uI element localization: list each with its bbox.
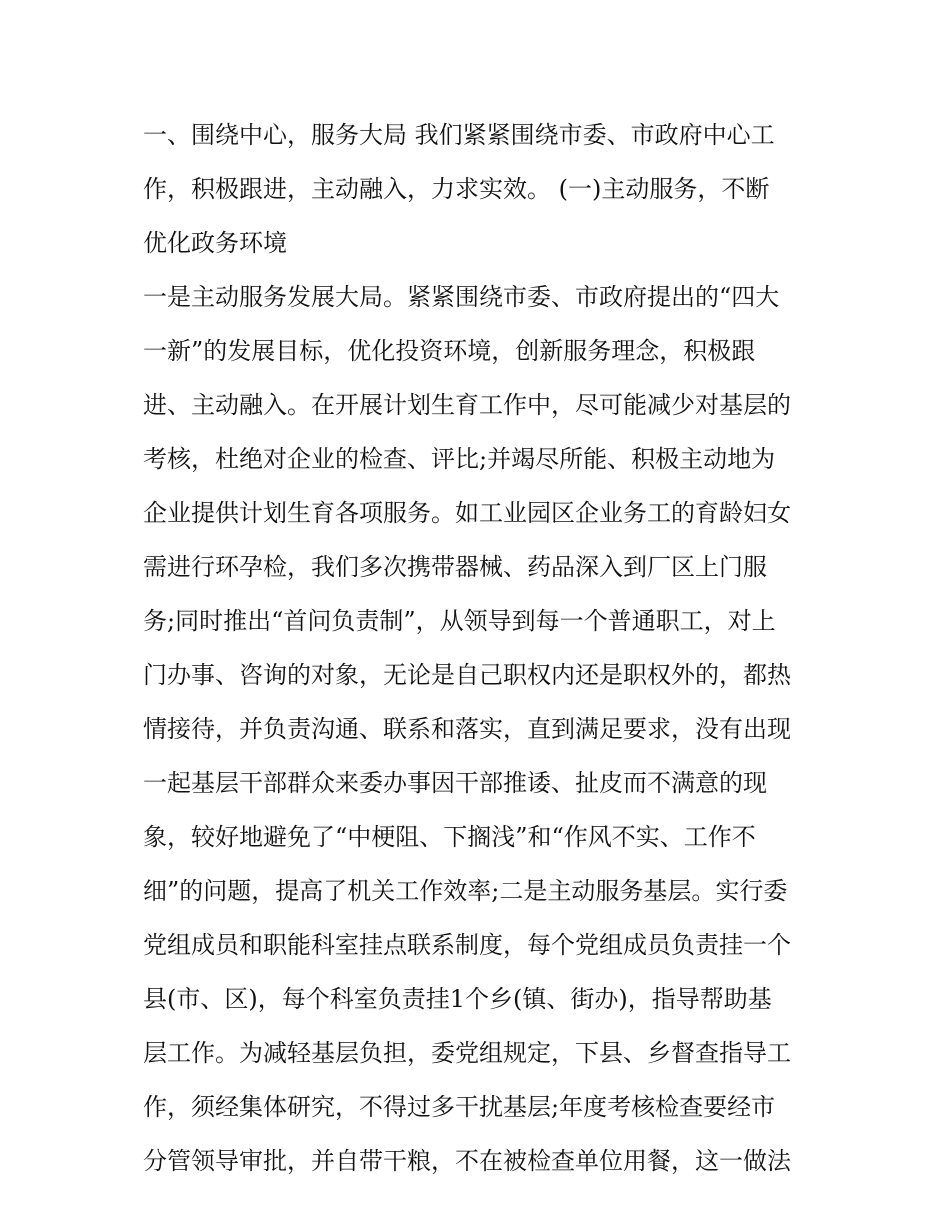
body-text — [143, 108, 823, 1188]
text-line: 象，较好地避免了“中梗阻、下搁浅”和“作风不实、工作不 — [143, 823, 756, 851]
text-line: 进、主动融入。在开展计划生育工作中，尽可能减少对基层的 — [143, 391, 791, 419]
text-line: 需进行环孕检，我们多次携带器械、药品深入到厂区上门服 — [143, 553, 767, 581]
text-line: 党组成员和职能科室挂点联系制度，每个党组成员负责挂一个 — [143, 931, 791, 959]
text-line: 情接待，并负责沟通、联系和落实，直到满足要求，没有出现 — [143, 715, 791, 743]
text-line: 一是主动服务发展大局。紧紧围绕市委、市政府提出的“四大 — [143, 283, 780, 311]
text-line: 县(市、区)，每个科室负责挂1个乡(镇、街办)，指导帮助基 — [143, 985, 772, 1013]
text-line: 门办事、咨询的对象，无论是自己职权内还是职权外的，都热 — [143, 661, 791, 689]
text-line: 务;同时推出“首问负责制”，从领导到每一个普通职工，对上 — [143, 607, 776, 635]
text-line: 作，须经集体研究，不得过多干扰基层;年度考核检查要经市 — [143, 1093, 776, 1121]
text-line: 考核，杜绝对企业的检查、评比;并竭尽所能、积极主动地为 — [143, 445, 776, 473]
text-line: 优化政务环境 — [143, 229, 287, 257]
text-line: 一、围绕中心，服务大局 我们紧紧围绕市委、市政府中心工 — [143, 121, 775, 149]
text-line: 一新”的发展目标，优化投资环境，创新服务理念，积极跟 — [143, 337, 756, 365]
text-line: 层工作。为减轻基层负担，委党组规定，下县、乡督查指导工 — [143, 1039, 791, 1067]
text-line: 细”的问题，提高了机关工作效率;二是主动服务基层。实行委 — [143, 877, 788, 905]
text-line: 作，积极跟进，主动融入，力求实效。 (一)主动服务，不断 — [143, 175, 770, 203]
text-line: 分管领导审批，并自带干粮，不在被检查单位用餐，这一做法 — [143, 1147, 791, 1175]
text-line: 一起基层干部群众来委办事因干部推诿、扯皮而不满意的现 — [143, 769, 767, 797]
text-line: 企业提供计划生育各项服务。如工业园区企业务工的育龄妇女 — [143, 499, 791, 527]
